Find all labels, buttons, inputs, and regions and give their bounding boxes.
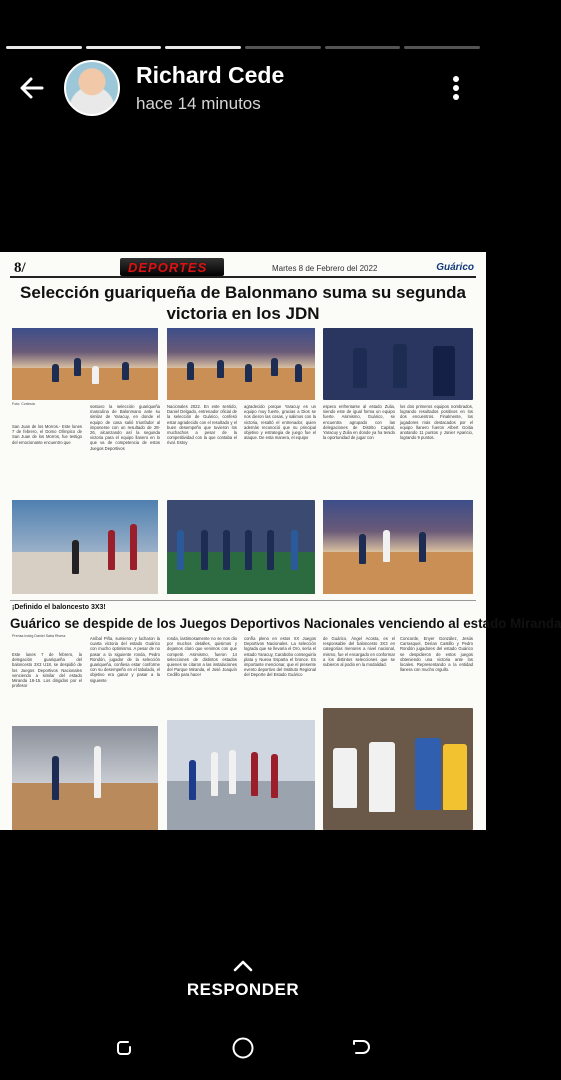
photo-handball-2 [167,328,315,400]
chevron-up-icon[interactable] [231,958,255,974]
headline-handball: Selección guariqueña de Balonmano suma su segunda victoria en los JDN [20,283,466,323]
article-column: confía pleno en estos XX Juegos Deportivos Nacionales. La selección lograda que se llevaría el Oro, sería el estado Yaracuy, Carabobo conseguiría plata y Nueva Esparta el bronce. Es importante mencionar, que el presente evento deportivo del Instituto Regional del Deporte del Estado Guárico [244,636,316,678]
newspaper-image [0,252,561,830]
photo-credit: Prensa Indeg Daniel Saba Rivera [12,634,66,638]
back-arrow-icon[interactable] [16,72,48,104]
article-column: ronda, lastimosamente no se nos dio por muchos detalles, quisimos y dejamos claro que venimos con que competir. Asimismo, fueron 14 selecciones de distintos estados quienes se citaron a las instalaciones del Parque Miranda, el José Joaquín Cedillo para hacer [167,636,237,678]
photo-basketball-podium [167,720,315,830]
avatar[interactable] [64,60,120,116]
article-column: espera enfrentarse al estado Zulia, siendo este de igual forma un equipo fuerte. Asimismo, Guárico, se encuentra agrupado con las delegaciones de Distrito Capital, Yaracuy y Zulia en donde ya ha tenido la oportunidad de jugar con [323,404,395,441]
photo-handball-5 [323,500,473,594]
newspaper-logo: Guárico [436,262,474,273]
article-column: Nacionales 2022. En este sentido, Daniel Delgado, entrenador oficial de la selección de Guárico, confesó estar agradecido con el resultado y el buen desempeño que tuvieron los muchachos a pesar de la competitividad con la que contaba el rival. Estoy [167,404,237,446]
photo-basketball-1 [12,726,158,830]
progress-segment [404,46,480,49]
article-column: sostuvo la selección guariqueña masculina de Balonmano ante su similar de Yaracuy, en donde el equipo de casa salió triunfador al imponerse con un resultado de 28-26, alcanzando así la segunda victoria para el equipo llanero en lo que va de competencia de estos Juegos Deportivos [90,404,160,451]
more-options-icon[interactable] [446,72,466,104]
progress-segment [6,46,82,49]
kicker-basketball: ¡Definido el baloncesto 3X3! [12,604,106,611]
article-column: Este lunes 7 de febrero, la delegación guariqueña del baloncesto 3X3 U18, se despidió de los Juegos Deportivos Nacionales venciendo a similar del estado Miranda 16-15. Los dirigidos por el profesor [12,652,82,689]
recent-apps-icon[interactable] [114,1038,134,1058]
article-column: agradecido porque Yaracuy es un equipo muy fuerte, gracias a Dios se nos dieron las cosas, y salimos con la victoria, resaltó el entrenador, quien además reconoció que su principal objetivo y estrategia de juego fue el ataque. De esta manera, el equipo [244,404,316,441]
photo-handball-1 [12,328,158,400]
author-name[interactable]: Richard Cede [136,62,285,88]
photo-basketball-celebration [323,708,473,830]
article-column: San Juan de los Morros.- Este lunes 7 de febrero, el Domo Olímpico de San Juan de los Morros, fue testigo del emocionante encuentro que [12,424,82,445]
home-icon[interactable] [231,1036,255,1060]
photo-credit: Foto: Cortesía [12,402,35,406]
article-column: los dos primeros equipos nombrados, logrando resultados positivos en los dos encuentros. Finalmente, los jugadores más destacados por el equipo llanero fueron Albert Goitia anotando 11 puntos y Jonier Aparicio, logrando 9 puntos. [400,404,473,441]
reply-button[interactable]: RESPONDER [186,980,300,999]
article-column: Aníbal Piña, sumieron y lucharon la cuarta victoria del estado Guárico con mucho optimismo. A pesar de no pasar a la siguiente ronda, Pedro Rondón, jugador de la selección guariqueña, confiesa estar conforme con su desempeño en el tabulado, el objetivo era ganar y pasar a la siguiente [90,636,160,683]
progress-segment [165,46,241,49]
story-progress [6,46,480,49]
photo-handball-4 [12,500,158,594]
page-number: 8/ [14,260,26,276]
article-column: Concorde, Enyer González, Jesús Carrasquel, Derian Castillo y Pedro Rondón jugadores del estado Guárico se despidieron de estos juegos obteniendo una victoria ante los locales. Representando a la entidad llanera con mucho orgullo. [400,636,473,673]
section-title: DEPORTES [128,260,208,275]
newspaper-masthead [10,258,476,278]
photo-handball-3 [323,328,473,400]
progress-segment [325,46,401,49]
progress-segment [86,46,162,49]
post-timestamp: hace 14 minutos [136,94,261,113]
photo-team-lineup [167,500,315,594]
progress-segment [245,46,321,49]
back-nav-icon[interactable] [350,1038,372,1058]
article-column: de Guárico, Ángel Acosta, es el responsable del baloncesto 3X3 en categorías menores a nivel nacional, mismo, fue el encargado en conformar a los distintos selecciones que se subieron al podio en la modalidad. [323,636,395,668]
headline-basketball: Guárico se despide de los Juegos Deportivos Nacionales venciendo al estado Miranda [10,616,561,631]
newspaper-date: Martes 8 de Febrero del 2022 [272,264,378,273]
